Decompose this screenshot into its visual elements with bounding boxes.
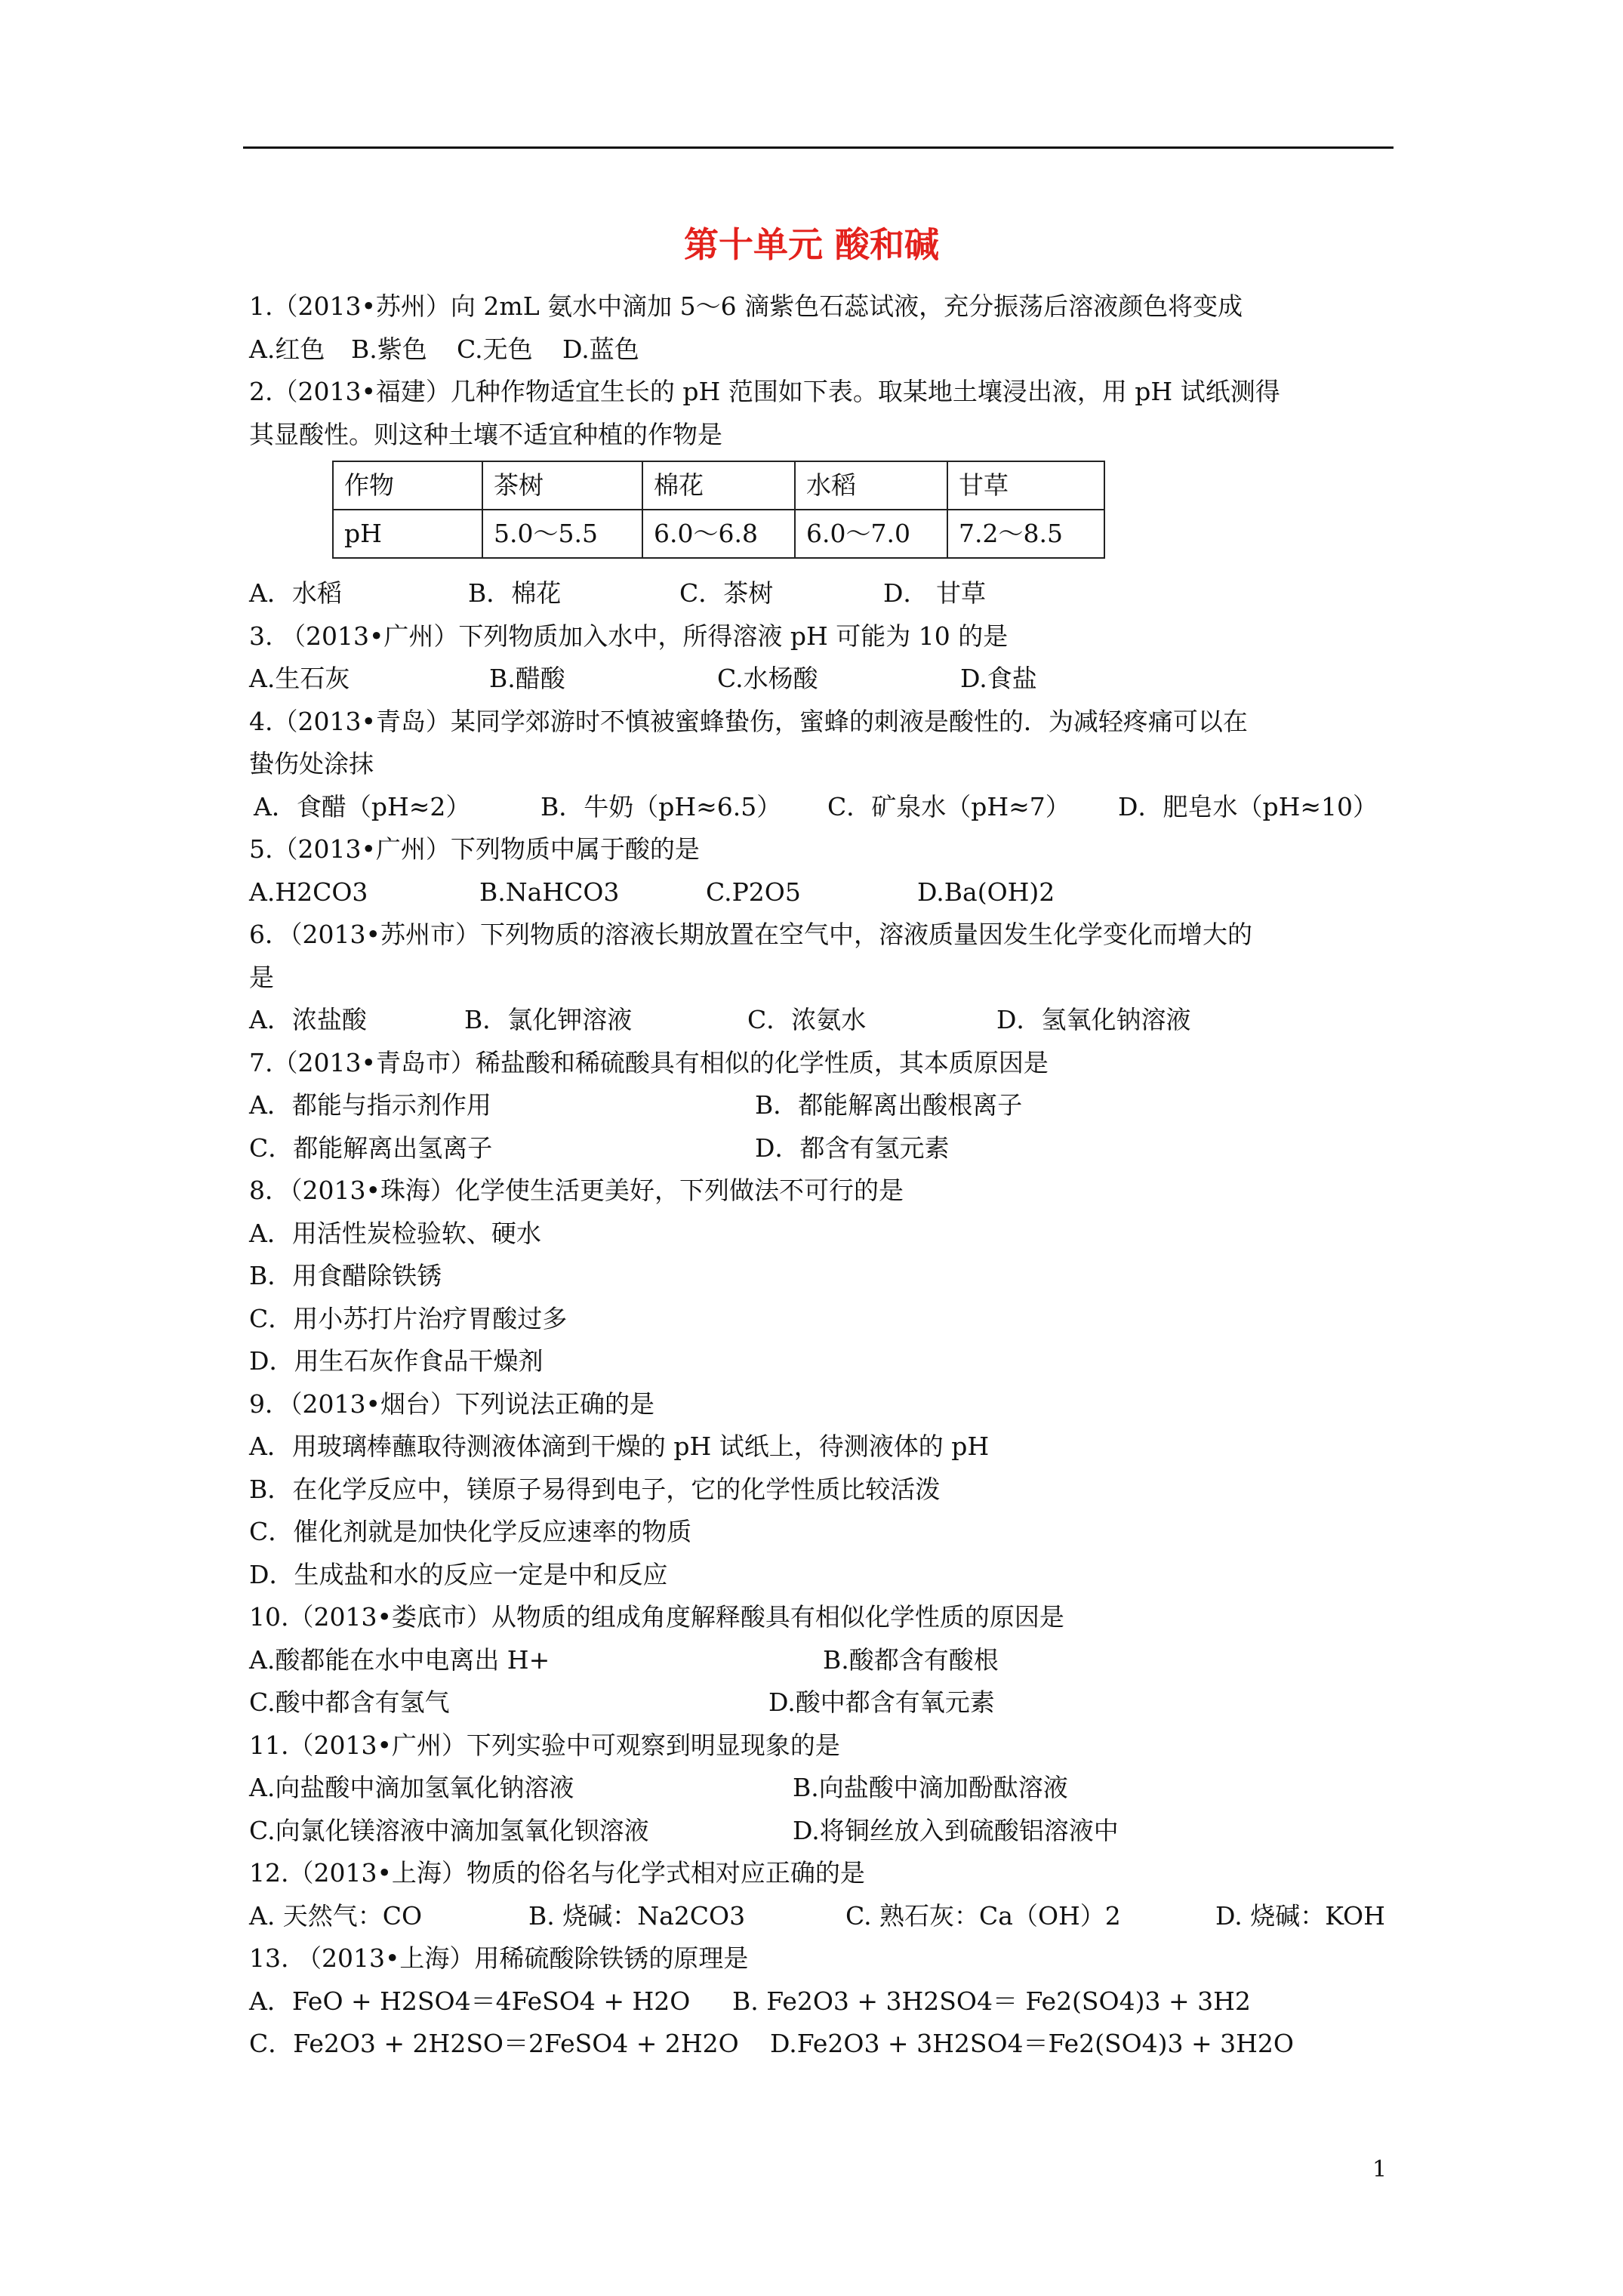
question-6-options	[249, 999, 1427, 1042]
option-c: C.无色	[457, 334, 533, 364]
option-d: D．都含有氢元素	[755, 1133, 950, 1163]
option-d: D． 甘草	[883, 578, 986, 608]
option-b: B.醋酸	[489, 664, 565, 693]
question-1-options	[249, 328, 1427, 371]
option-c: C．矿泉水（pH≈7）	[827, 791, 1070, 821]
option-a: A．用活性炭检验软、硬水	[249, 1218, 541, 1248]
page-number: 1	[1372, 2156, 1387, 2183]
option-b: B．棉花	[468, 578, 562, 608]
option-b: B.向盐酸中滴加酚酞溶液	[793, 1773, 1068, 1802]
question-13-options-ab	[249, 1980, 1427, 2023]
question-5-stem: 5.（2013•广州）下列物质中属于酸的是	[249, 834, 700, 864]
option-b: B. 烧碱：Na2CO3	[528, 1900, 746, 1931]
option-b: B．用食醋除铁锈	[249, 1261, 442, 1290]
question-7-stem: 7.（2013•青岛市）稀盐酸和稀硫酸具有相似的化学性质，其本质原因是	[249, 1047, 1049, 1077]
option-b: B.酸都含有酸根	[823, 1644, 999, 1675]
option-d: D.食盐	[960, 664, 1037, 693]
question-11-stem: 11.（2013•广州）下列实验中可观察到明显现象的是	[249, 1730, 840, 1760]
option-d: D.Ba(OH)2	[917, 877, 1055, 907]
question-2-stem-cont: 其显酸性。则这种土壤不适宜种植的作物是	[249, 419, 722, 449]
option-a: A．都能与指示剂作用	[249, 1090, 491, 1120]
question-2-options	[249, 572, 1427, 615]
table-cell: 6.0～6.8	[642, 510, 795, 558]
option-d: D.蓝色	[562, 334, 639, 364]
option-a: A．水稻	[249, 578, 342, 608]
option-a: A．浓盐酸	[249, 1005, 367, 1034]
option-d: D.Fe2O3 + 3H2SO4＝Fe2(SO4)3 + 3H2O	[770, 2029, 1294, 2058]
question-6-stem: 6．（2013•苏州市）下列物质的溶液长期放置在空气中，溶液质量因发生化学变化而增大的	[249, 920, 1252, 949]
option-c: C．Fe2O3 + 2H2SO＝2FeSO4 + 2H2O	[249, 2029, 739, 2058]
option-d: D. 烧碱：KOH	[1215, 1900, 1385, 1931]
option-c: C. 熟石灰：Ca（OH）2	[845, 1900, 1121, 1931]
option-a: A.生石灰	[249, 664, 350, 693]
option-b: B.NaHCO3	[479, 877, 620, 907]
option-c: C．都能解离出氢离子	[249, 1133, 493, 1163]
header-rule	[243, 146, 1394, 149]
option-d: D.酸中都含有氧元素	[768, 1687, 995, 1717]
table-row	[333, 461, 1104, 510]
option-b: B. Fe2O3 + 3H2SO4＝ Fe2(SO4)3 + 3H2	[732, 1986, 1251, 2016]
table-cell: 棉花	[642, 461, 795, 510]
table-cell: 茶树	[482, 461, 642, 510]
page-title: 第十单元 酸和碱	[683, 224, 939, 265]
question-5-options	[249, 871, 1427, 914]
question-2-stem: 2.（2013•福建）几种作物适宜生长的 pH 范围如下表。取某地土壤浸出液，用 pH 试纸测得	[249, 377, 1280, 406]
question-11-options-cd	[249, 1810, 1427, 1853]
question-7-options-cd	[249, 1127, 1427, 1170]
option-a: A．用玻璃棒蘸取待测液体滴到干燥的 pH 试纸上，待测液体的 pH	[249, 1432, 990, 1461]
table-cell: 甘草	[947, 461, 1104, 510]
question-1-stem: 1.（2013•苏州）向 2mL 氨水中滴加 5～6 滴紫色石蕊试液，充分振荡后溶液颜色将变成	[249, 291, 1243, 321]
option-a: A. 天然气：CO	[249, 1900, 423, 1931]
table-row	[333, 510, 1104, 558]
option-b: B．氯化钾溶液	[464, 1005, 633, 1034]
option-c: C.P2O5	[706, 877, 801, 907]
option-d: D.将铜丝放入到硫酸铝溶液中	[793, 1815, 1119, 1845]
option-c: C．用小苏打片治疗胃酸过多	[249, 1303, 568, 1333]
option-c: C．茶树	[679, 578, 774, 608]
option-b: B．在化学反应中，镁原子易得到电子，它的化学性质比较活泼	[249, 1474, 941, 1504]
question-list	[249, 285, 1427, 2066]
question-4-options	[249, 786, 1427, 829]
option-b: B．牛奶（pH≈6.5）	[540, 791, 782, 821]
option-b: B．都能解离出酸根离子	[755, 1090, 1023, 1120]
table-cell: 7.2～8.5	[947, 510, 1104, 558]
question-10-stem: 10.（2013•娄底市）从物质的组成角度解释酸具有相似化学性质的原因是	[249, 1602, 1064, 1632]
question-12-stem: 12.（2013•上海）物质的俗名与化学式相对应正确的是	[249, 1858, 865, 1888]
question-7-options-ab	[249, 1084, 1427, 1127]
option-a: A.向盐酸中滴加氢氧化钠溶液	[249, 1773, 574, 1802]
question-10-options-cd	[249, 1681, 1427, 1724]
option-c: C．催化剂就是加快化学反应速率的物质	[249, 1517, 692, 1546]
option-c: C．浓氨水	[747, 1005, 867, 1034]
question-11-options-ab	[249, 1767, 1427, 1810]
option-b: B.紫色	[351, 334, 427, 364]
ph-table	[332, 461, 1105, 559]
table-cell: pH	[333, 510, 482, 558]
table-cell: 5.0～5.5	[482, 510, 642, 558]
question-13-options-cd	[249, 2023, 1427, 2066]
question-12-options	[249, 1895, 1427, 1938]
option-a: A.酸都能在水中电离出 H+	[249, 1644, 550, 1675]
option-c: C.向氯化镁溶液中滴加氢氧化钡溶液	[249, 1815, 649, 1845]
question-8-stem: 8．（2013•珠海）化学使生活更美好，下列做法不可行的是	[249, 1176, 904, 1205]
table-cell: 水稻	[795, 461, 947, 510]
option-d: D．用生石灰作食品干燥剂	[249, 1346, 544, 1376]
option-d: D．肥皂水（pH≈10）	[1118, 791, 1378, 821]
option-a: A．FeO + H2SO4＝4FeSO4 + H2O	[249, 1986, 691, 2016]
question-3-options	[249, 658, 1427, 701]
option-a: A．食醋（pH≈2）	[254, 791, 471, 821]
option-a: A.红色	[249, 334, 325, 364]
question-9-stem: 9．（2013•烟台）下列说法正确的是	[249, 1388, 654, 1419]
question-10-options-ab	[249, 1639, 1427, 1682]
option-c: C.水杨酸	[717, 664, 818, 693]
option-a: A.H2CO3	[249, 877, 368, 907]
question-3-stem: 3. （2013•广州）下列物质加入水中，所得溶液 pH 可能为 10 的是	[249, 621, 1009, 651]
question-13-stem: 13. （2013•上海）用稀硫酸除铁锈的原理是	[249, 1943, 749, 1973]
question-4-stem: 4.（2013•青岛）某同学郊游时不慎被蜜蜂蛰伤，蜜蜂的刺液是酸性的．为减轻疼痛可以在	[249, 706, 1248, 736]
option-d: D．氢氧化钠溶液	[996, 1005, 1191, 1034]
option-c: C.酸中都含有氢气	[249, 1687, 450, 1717]
option-d: D．生成盐和水的反应一定是中和反应	[249, 1559, 668, 1589]
question-6-stem-cont: 是	[249, 962, 274, 992]
table-cell: 作物	[333, 461, 482, 510]
question-4-stem-cont: 蛰伤处涂抹	[249, 749, 374, 778]
table-cell: 6.0～7.0	[795, 510, 947, 558]
